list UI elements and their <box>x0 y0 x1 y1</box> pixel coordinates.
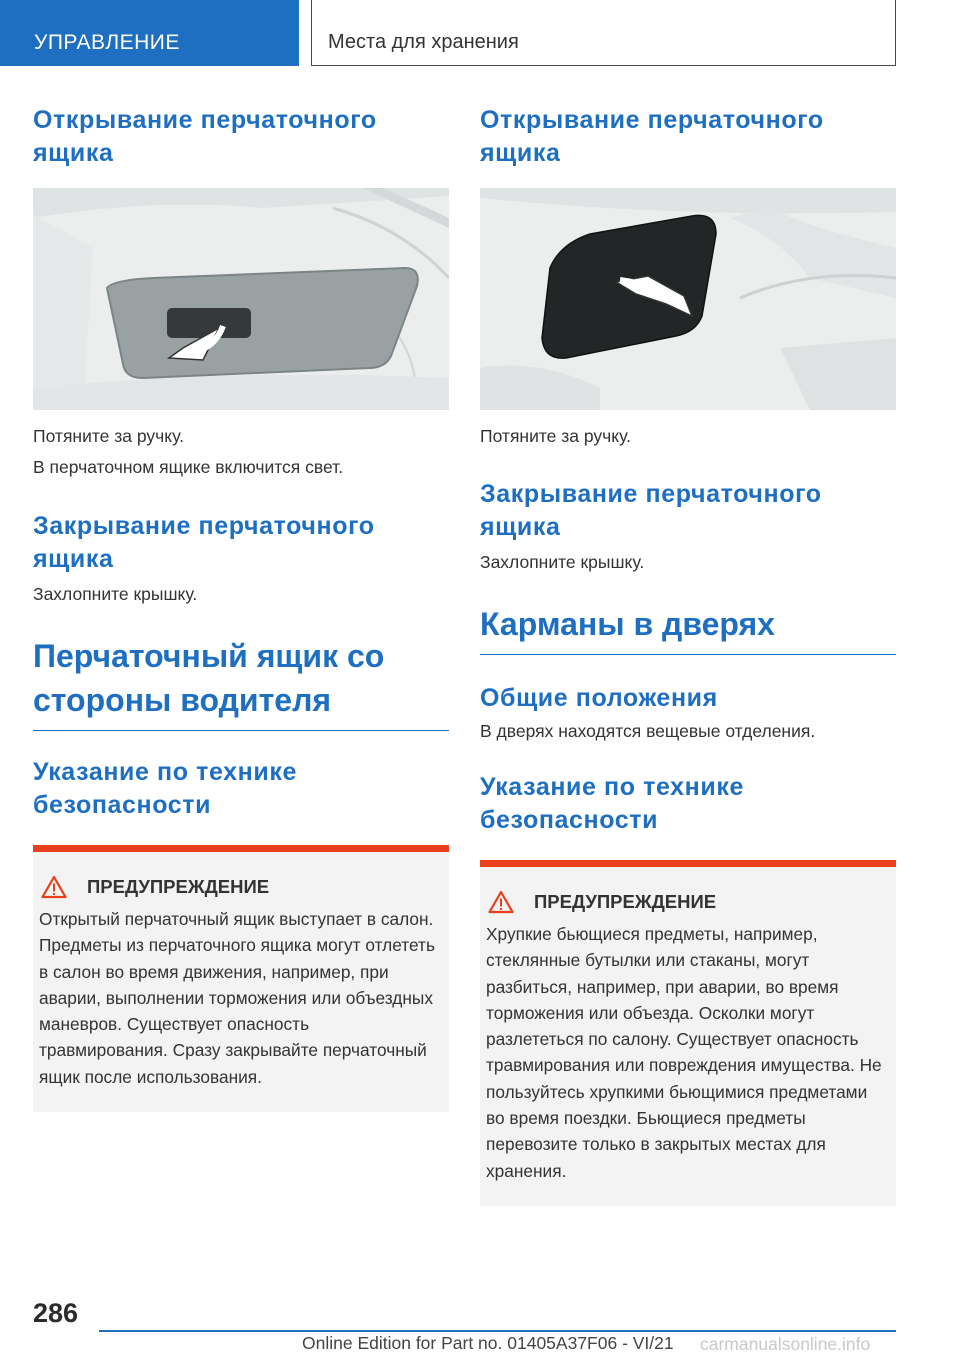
general-text: В дверях находятся вещевые отделения. <box>480 721 816 741</box>
chapter-title: Места для хранения <box>311 0 896 66</box>
warning-triangle-icon <box>41 875 67 899</box>
warning-text: Открытый перчаточный ящик выступает в салон. Предметы из перчаточного ящика могут отлететь в салон во время движения, например, при аварии, выполнении торможения или объездных маневров. Существует опасность травмирования. Сразу закрывайте перчаточный ящик после использования. <box>39 909 435 1087</box>
right-column <box>480 104 896 1206</box>
section-tab[interactable]: УПРАВЛЕНИЕ <box>0 0 299 66</box>
open-driver-glovebox-heading: Открывание перчаточного ящика <box>480 106 824 167</box>
open-glovebox-heading: Открывание перчаточного ящика <box>33 106 377 167</box>
warning-triangle-icon <box>488 890 514 914</box>
glovebox-open-illustration <box>33 188 449 410</box>
warning-title-row <box>39 872 441 902</box>
door-pockets-heading: Карманы в дверях <box>480 602 896 655</box>
close-step-right: Захлопните крышку. <box>480 552 645 572</box>
open-step-right: Потяните за ручку. <box>480 426 632 446</box>
left-column <box>33 104 449 1112</box>
warning-box-left <box>33 845 449 1112</box>
page-number: 286 <box>33 1298 79 1328</box>
close-driver-glovebox-heading: Закрывание перчаточного ящика <box>480 480 822 541</box>
driver-glovebox-open-illustration <box>480 188 896 410</box>
close-step: Захлопните крышку. <box>33 584 198 604</box>
close-glovebox-heading: Закрывание перчаточного ящика <box>33 512 375 573</box>
warning-title: ПРЕДУПРЕЖДЕНИЕ <box>534 891 717 912</box>
general-heading: Общие положения <box>480 684 718 712</box>
open-step-2: В перчаточном ящике включится свет. <box>33 457 344 477</box>
edition-text: Online Edition for Part no. 01405A37F06 - VI/21 <box>302 1333 674 1353</box>
footer-divider <box>99 1330 896 1332</box>
driver-glovebox-heading: Перчаточный ящик со стороны водителя <box>33 634 449 731</box>
open-step-1: Потяните за ручку. <box>33 426 185 446</box>
warning-title-row <box>486 887 888 917</box>
watermark: carmanualsonline.info <box>700 1334 871 1354</box>
warning-title: ПРЕДУПРЕЖДЕНИЕ <box>87 876 270 897</box>
warning-box-right <box>480 860 896 1206</box>
warning-text: Хрупкие бьющиеся предметы, например, стеклянные бутылки или стаканы, могут разбиться, например, при аварии, во время торможения или объезда. Осколки могут разлететься по салону. Существует опасность травмирования или повреждения имущества. Не пользуйтесь хрупкими бьющимися предметами во время поездки. Бьющиеся предметы перевозите только в закрытых местах для хранения. <box>486 924 882 1181</box>
safety-heading-right: Указание по технике безопасности <box>480 773 744 834</box>
safety-heading-left: Указание по технике безопасности <box>33 758 297 819</box>
